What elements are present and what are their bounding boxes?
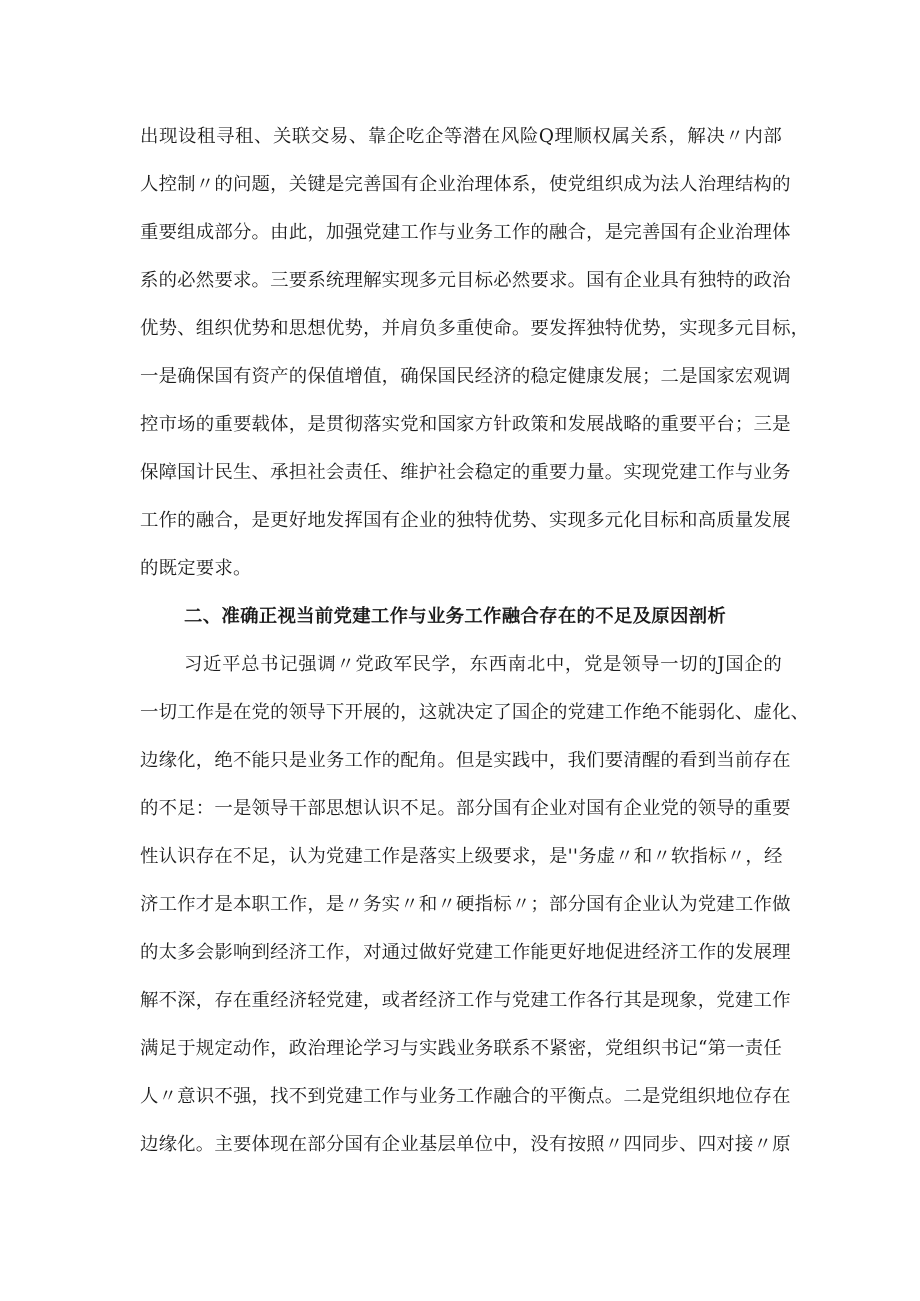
paragraph2-line: 的太多会影响到经济工作，对通过做好党建工作能更好地促进经济工作的发展理: [140, 942, 791, 963]
paragraph2-line: 边缘化，绝不能只是业务工作的配角。但是实践中，我们要清醒的看到当前存在: [140, 750, 791, 771]
paragraph2-line: 习近平总书记强调〃党政军民学，东西南北中，党是领导一切的J国企的: [184, 654, 782, 675]
paragraph2-line: 人〃意识不强，找不到党建工作与业务工作融合的平衡点。二是党组织地位存在: [140, 1086, 791, 1107]
paragraph1-line: 一是确保国有资产的保值增值，确保国民经济的稳定健康发展；二是国家宏观调: [140, 366, 791, 387]
paragraph1-line: 人控制〃的问题，关键是完善国有企业治理体系，使党组织成为法人治理结构的: [140, 174, 791, 195]
paragraph2-line: 边缘化。主要体现在部分国有企业基层单位中，没有按照〃四同步、四对接〃原: [140, 1134, 791, 1155]
paragraph1-line: 工作的融合，是更好地发挥国有企业的独特优势、实现多元化目标和高质量发展: [140, 510, 791, 531]
paragraph1-line: 重要组成部分。由此，加强党建工作与业务工作的融合，是完善国有企业治理体: [140, 222, 791, 243]
paragraph2-line: 一切工作是在党的领导下开展的，这就决定了国企的党建工作绝不能弱化、虚化、: [140, 702, 810, 723]
paragraph2-line: 性认识存在不足，认为党建工作是落实上级要求，是''务虚〃和〃软指标〃，经: [140, 846, 783, 867]
paragraph2-line: 满足于规定动作，政治理论学习与实践业务联系不紧密，党组织书记“第一责任: [140, 1038, 782, 1059]
paragraph2-line: 解不深，存在重经济轻党建，或者经济工作与党建工作各行其是现象，党建工作: [140, 990, 791, 1011]
paragraph1-line: 系的必然要求。三要系统理解实现多元目标必然要求。国有企业具有独特的政治: [140, 270, 791, 291]
paragraph2-line: 的不足：一是领导干部思想认识不足。部分国有企业对国有企业党的领导的重要: [140, 798, 791, 819]
paragraph2-line: 济工作才是本职工作，是〃务实〃和〃硬指标〃；部分国有企业认为党建工作做: [140, 894, 791, 915]
section-heading: 二、准确正视当前党建工作与业务工作融合存在的不足及原因剖析: [184, 606, 727, 627]
paragraph1-line: 出现设租寻租、关联交易、靠企吃企等潜在风险Q理顺权属关系，解决〃内部: [140, 126, 782, 147]
paragraph1-line: 保障国计民生、承担社会责任、维护社会稳定的重要力量。实现党建工作与业务: [140, 462, 791, 483]
paragraph1-line: 的既定要求。: [140, 558, 252, 579]
paragraph1-line: 控市场的重要载体，是贯彻落实党和国家方针政策和发展战略的重要平台；三是: [140, 414, 791, 435]
paragraph1-line: 优势、组织优势和思想优势，并肩负多重使命。要发挥独特优势，实现多元目标，: [140, 318, 810, 339]
